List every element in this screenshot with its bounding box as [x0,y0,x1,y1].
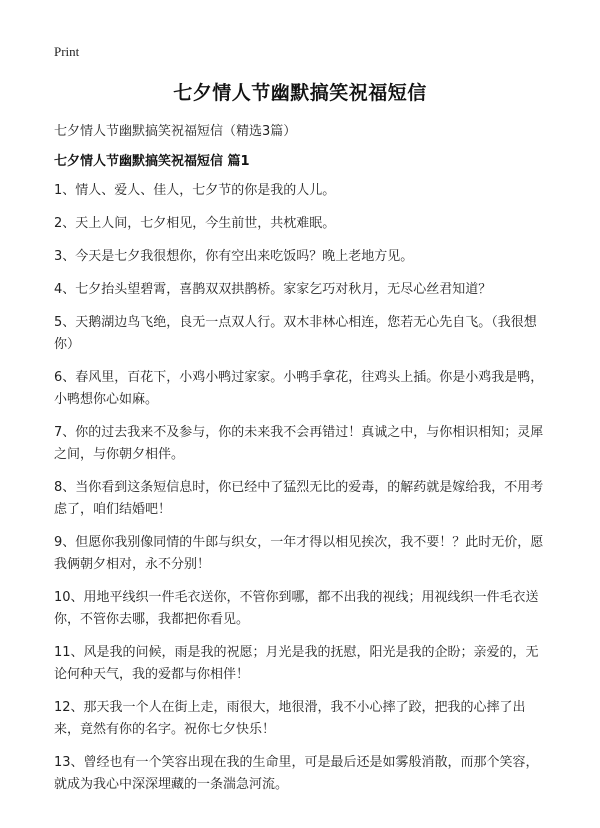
list-item: 6、春风里，百花下，小鸡小鸭过家家。小鸭手拿花，往鸡头上插。你是小鸡我是鸭，小鸭想你心如麻。 [54,370,544,407]
list-item: 1、情人、爱人、佳人，七夕节的你是我的人儿。 [54,183,336,198]
list-item: 11、风是我的问候，雨是我的祝愿；月光是我的抚慰，阳光是我的企盼；亲爱的，无论何种天气，我的爱都与你相伴！ [54,645,539,682]
list-item: 7、你的过去我来不及参与，你的未来我不会再错过！真诚之中，与你相识相知；灵犀之间，与你朝夕相伴。 [54,425,544,462]
subtitle: 七夕情人节幽默搞笑祝福短信（精选3篇） [54,124,297,139]
section-heading: 七夕情人节幽默搞笑祝福短信 篇1 [54,154,250,169]
list-item: 2、天上人间，七夕相见，今生前世，共枕难眠。 [54,216,336,231]
list-item: 10、用地平线织一件毛衣送你，不管你到哪，都不出我的视线；用视线织一件毛衣送你，不管你去哪，我都把你看见。 [54,590,539,627]
list-item: 5、天鹅湖边鸟飞绝，良无一点双人行。双木非林心相连，您若无心先自飞。（我很想你） [54,315,537,352]
page-title: 七夕情人节幽默搞笑祝福短信 [173,82,427,104]
list-item: 9、但愿你我别像同情的牛郎与织女，一年才得以相见挨次，我不要！？此时无价，愿我俩朝夕相对，永不分别！ [54,535,544,572]
list-item: 8、当你看到这条短信息时，你已经中了猛烈无比的爱毒，的解药就是嫁给我，不用考虑了，咱们结婚吧！ [54,480,544,517]
print-link[interactable]: Print [54,44,80,59]
list-item: 12、那天我一个人在街上走，雨很大，地很滑，我不小心摔了跤，把我的心摔了出来，竟然有你的名字。祝你七夕快乐！ [54,700,526,737]
message-list [54,180,550,807]
list-item: 13、曾经也有一个笑容出现在我的生命里，可是最后还是如雾般消散，而那个笑容，就成为我心中深深埋藏的一条湍急河流。 [54,755,539,792]
list-item: 3、今天是七夕我很想你，你有空出来吃饭吗？晚上老地方见。 [54,249,414,264]
list-item: 4、七夕抬头望碧霄，喜鹊双双拱鹊桥。家家乞巧对秋月，无尽心丝君知道？ [54,282,492,297]
